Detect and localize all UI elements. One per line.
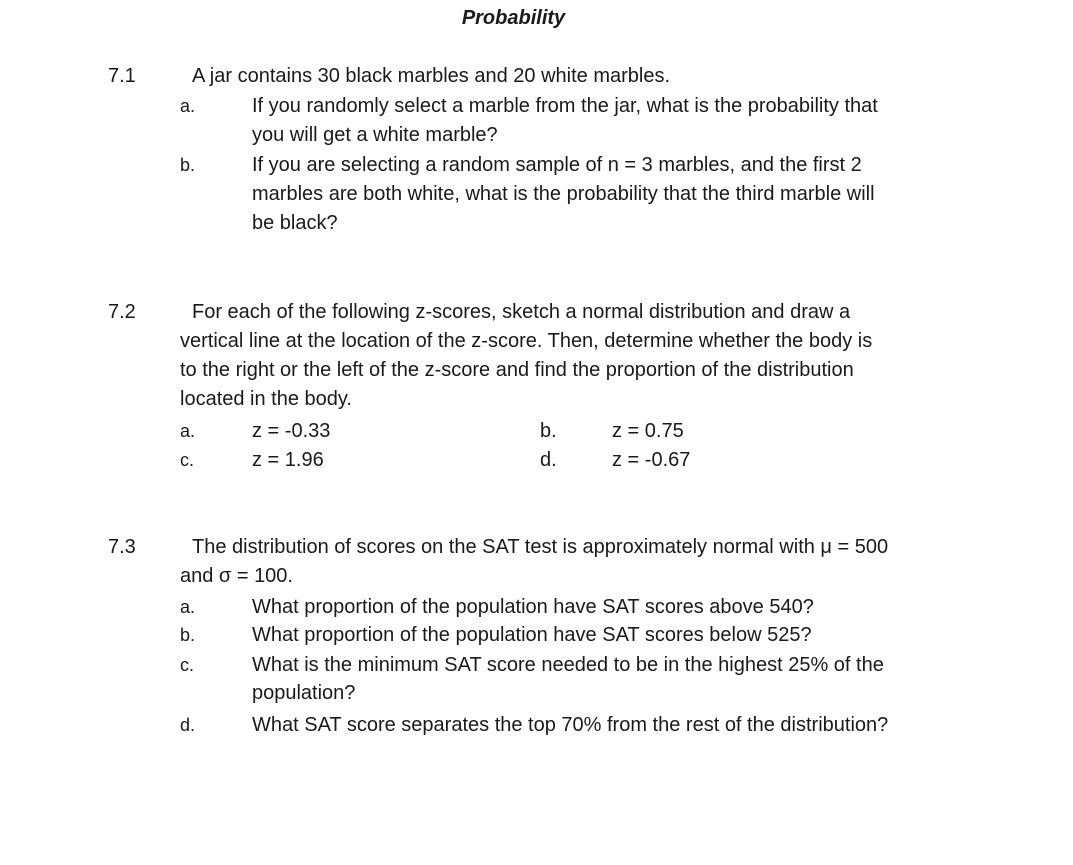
part-b-line-1: If you are selecting a random sample of n = 3 marbles, and the first 2 (252, 154, 862, 176)
question-number: 7.3 (108, 536, 136, 558)
part-a-text: What proportion of the population have SAT scores above 540? (252, 596, 814, 618)
part-letter-d: d. (180, 715, 196, 735)
part-a-line-1: If you randomly select a marble from the jar, what is the probability that (252, 95, 878, 117)
part-b-text: What proportion of the population have SAT scores below 525? (252, 624, 812, 646)
part-c-line-2: population? (252, 682, 356, 704)
question-number: 7.2 (108, 301, 136, 323)
question-line-1: For each of the following z-scores, sketch a normal distribution and draw a (192, 301, 851, 323)
question-line-2: vertical line at the location of the z-score. Then, determine whether the body is (180, 330, 873, 352)
part-letter-b: b. (180, 155, 196, 175)
part-letter-c: c. (180, 655, 195, 675)
part-a-line-2: you will get a white marble? (252, 124, 498, 146)
part-d-text: What SAT score separates the top 70% from the rest of the distribution? (252, 714, 889, 736)
part-letter-d: d. (540, 449, 557, 471)
question-line-3: to the right or the left of the z-score and find the proportion of the distribution (180, 359, 854, 381)
z-score-d: z = -0.67 (612, 449, 691, 471)
question-line-2: and σ = 100. (180, 565, 293, 587)
question-line-1: The distribution of scores on the SAT test is approximately normal with μ = 500 (192, 536, 889, 558)
part-letter-a: a. (180, 96, 196, 116)
question-number: 7.1 (108, 65, 136, 87)
part-letter-b: b. (180, 625, 196, 645)
question-intro: A jar contains 30 black marbles and 20 white marbles. (192, 65, 671, 87)
part-b-line-3: be black? (252, 212, 338, 234)
question-line-4: located in the body. (180, 388, 352, 410)
z-score-a: z = -0.33 (252, 420, 331, 442)
part-b-line-2: marbles are both white, what is the probability that the third marble will (252, 183, 875, 205)
page-title: Probability (461, 7, 566, 29)
part-letter-b: b. (540, 420, 557, 442)
z-score-c: z = 1.96 (252, 449, 324, 471)
part-c-line-1: What is the minimum SAT score needed to be in the highest 25% of the (252, 654, 884, 676)
part-letter-a: a. (180, 421, 196, 441)
part-letter-a: a. (180, 597, 196, 617)
z-score-b: z = 0.75 (612, 420, 684, 442)
part-letter-c: c. (180, 450, 195, 470)
